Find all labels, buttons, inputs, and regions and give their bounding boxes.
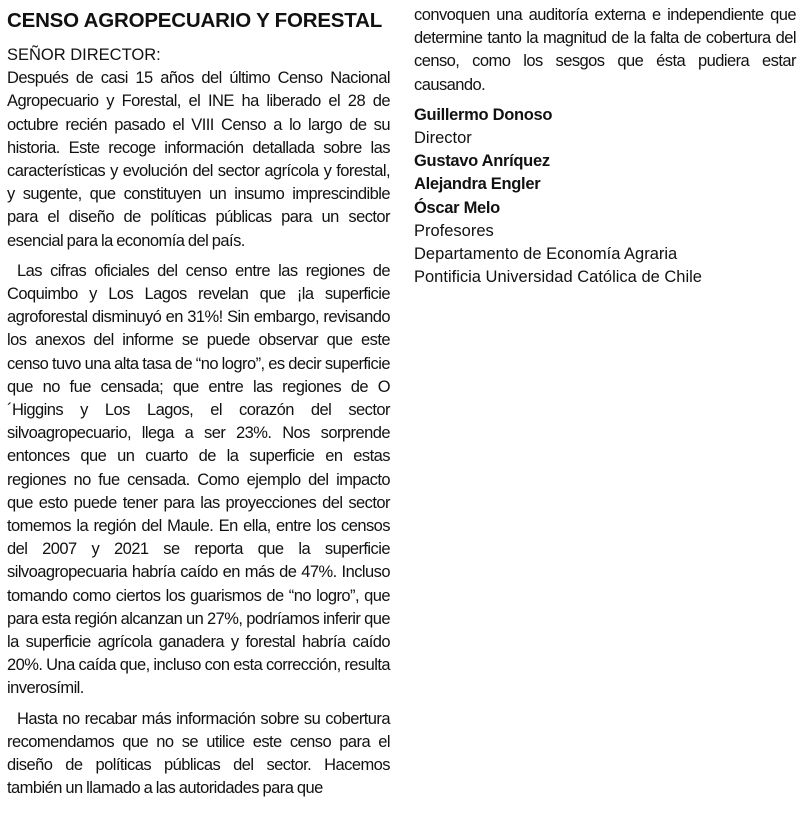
signature-name: Alejandra Engler [414,175,541,194]
right-column [414,4,796,289]
left-column [7,8,390,801]
signature-name: Guillermo Donoso [414,105,553,124]
signature-affiliation: Pontificia Universidad Católica de Chile [414,268,702,287]
signature-role: Profesores [414,221,494,240]
signature-affiliation: Departamento de Economía Agraria [414,245,678,264]
paragraph-3-continuation [414,4,796,97]
signature-block [414,104,796,290]
paragraph-3-text: Hasta no recabar más información sobre su cobertura recomendamos que no se utilice este censo para el diseño de políticas públicas del sector. Hacemos también un llamado a las autoridades para que [7,709,390,798]
headline: CENSO AGROPECUARIO Y FORESTAL [7,9,383,32]
salutation: SEÑOR DIRECTOR: [7,46,161,64]
paragraph-2: Las cifras oficiales del censo entre las regiones de Coquimbo y Los Lagos revelan que ¡la superficie agroforestal disminuyó en 31%! Sin embargo, revisando los anexos del informe se puede observar que este censo tuvo una alta tasa de “no logro”, es decir superficie que no fue censada; que entre las regiones de O´Higgins y Los Lagos, el corazón del sector silvoagropecuario, llega a ser 23%. Nos sorprende entonces que un cuarto de la superficie en estas regiones no fue censada. Como ejemplo del impacto que esto puede tener para las proyecciones del sector tomemos la región del Maule. En ella, entre los censos del 2007 y 2021 se reporta que la superficie silvoagropecuaria habría caído en más de 47%. Incluso tomando como ciertos los guarismos de “no logro”, que para esta región alcanzan un 27%, podríamos inferir que la superficie agrícola ganadera y forestal habría caído 20%. Una caída que, incluso con esta corrección, resulta inverosímil. [7,261,390,698]
paragraph-1: Después de casi 15 años del último Censo Nacional Agropecuario y Forestal, el INE ha liberado el 28 de octubre recién pasado el VIII Censo a lo largo de su historia. Este recoge información detallada sobre las características y evolución del sector agrícola y forestal, y sugente, que constituyen un insumo imprescindible para el diseño de políticas públicas para un sector esencial para la economía del país. [7,69,390,250]
paragraph-3 [7,708,390,801]
signature-name: Óscar Melo [414,198,500,217]
signature-name: Gustavo Anríquez [414,152,550,171]
signature-role: Director [414,129,472,148]
paragraph-3-continued-text: convoquen una auditoría externa e independiente que determine tanto la magnitud de la falta de cobertura del censo, como los sesgos que ésta pudiera estar causando. [414,6,796,94]
